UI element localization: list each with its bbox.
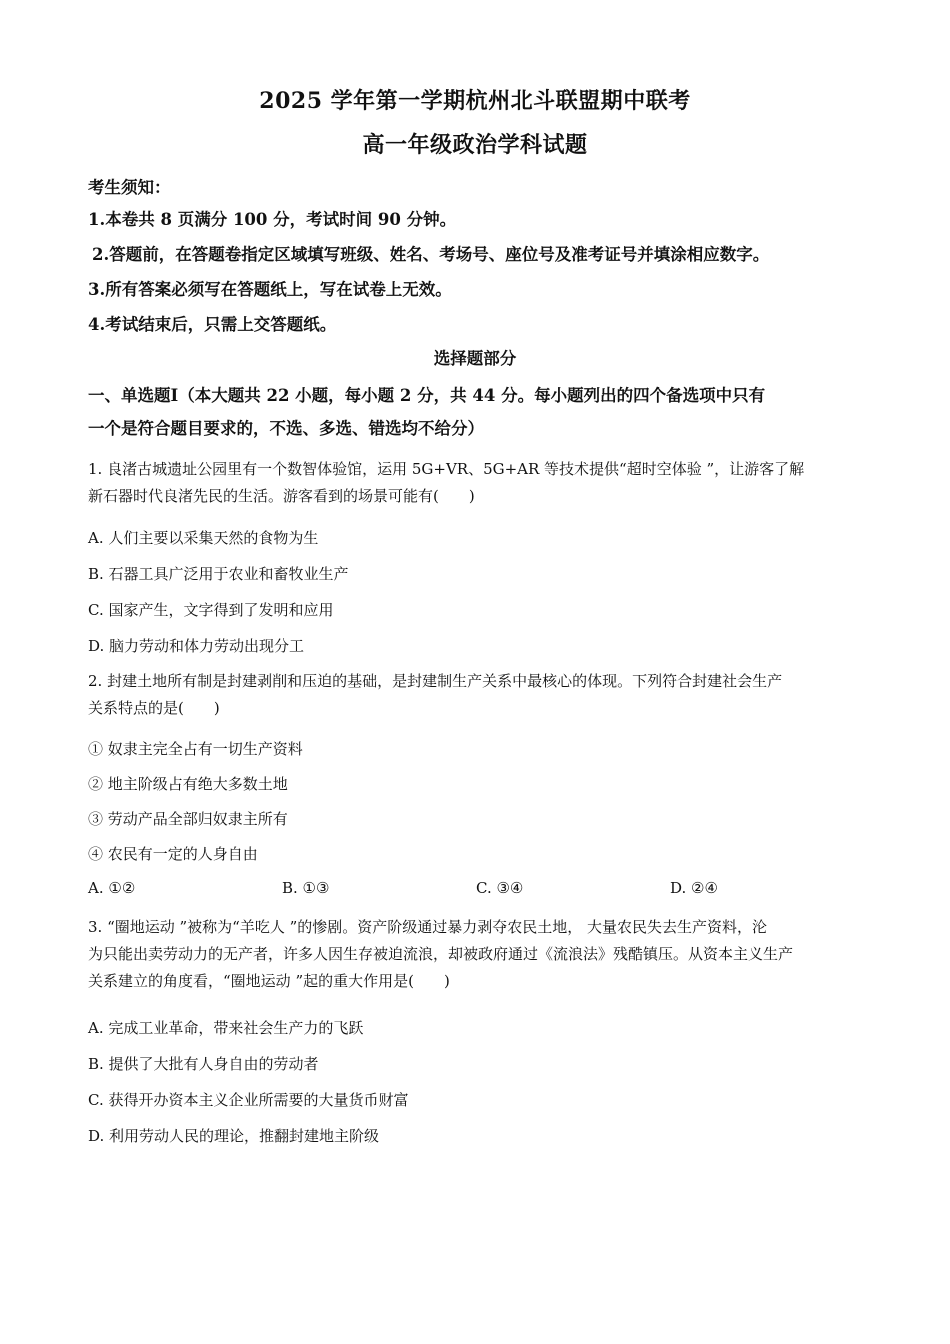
part-instructions-line-1: 一、单选题Ⅰ（本大题共 22 小题，每小题 2 分，共 44 分。每小题列出的四个备选项中只有 — [88, 386, 766, 405]
notice-item-1: 1.本卷共 8 页满分 100 分，考试时间 90 分钟。 — [88, 210, 457, 229]
notice-heading: 考生须知： — [88, 178, 171, 197]
question-2-statement-1: ① 奴隶主完全占有一切生产资料 — [88, 740, 303, 758]
question-1-stem-line-1: 1. 良渚古城遗址公园里有一个数智体验馆，运用 5G+VR、5G+AR 等技术提供“超时空体验 ”，让游客了解 — [88, 460, 805, 478]
question-1-option-d: D. 脑力劳动和体力劳动出现分工 — [88, 637, 305, 655]
question-2-statement-2: ② 地主阶级占有绝大多数土地 — [88, 775, 288, 793]
question-1-stem — [88, 456, 868, 510]
part-instructions-line-2: 一个是符合题目要求的，不选、多选、错选均不给分） — [88, 419, 484, 438]
question-2-option-b: B. ①③ — [282, 879, 330, 897]
question-2-stem-line-1: 2. 封建土地所有制是封建剥削和压迫的基础，是封建制生产关系中最核心的体现。下列符合封建社会生产 — [88, 672, 783, 690]
question-1-stem-line-2: 新石器时代良渚先民的生活。游客看到的场景可能有( ) — [88, 487, 475, 505]
question-3-option-c: C. 获得开办资本主义企业所需要的大量货币财富 — [88, 1091, 409, 1109]
section-title: 选择题部分 — [433, 349, 517, 368]
question-2-statement-3: ③ 劳动产品全部归奴隶主所有 — [88, 810, 288, 828]
question-1-option-a: A. 人们主要以采集天然的食物为生 — [88, 529, 319, 547]
question-3-stem-line-1: 3. “圈地运动 ”被称为“羊吃人 ”的惨剧。资产阶级通过暴力剥夺农民土地， 大量农民失去生产资料，沦 — [88, 918, 768, 936]
question-2-option-c: C. ③④ — [476, 879, 524, 897]
question-2-option-d: D. ②④ — [670, 879, 718, 897]
question-3-option-b: B. 提供了大批有人身自由的劳动者 — [88, 1055, 319, 1073]
question-3-stem-line-3: 关系建立的角度看，“圈地运动 ”起的重大作用是( ) — [88, 972, 450, 990]
question-2-statement-4: ④ 农民有一定的人身自由 — [88, 845, 258, 863]
question-1-option-c: C. 国家产生，文字得到了发明和应用 — [88, 601, 334, 619]
question-3-option-d: D. 利用劳动人民的理论，推翻封建地主阶级 — [88, 1127, 380, 1145]
exam-subtitle: 高一年级政治学科试题 — [362, 132, 588, 158]
notice-item-2: 2.答题前，在答题卷指定区域填写班级、姓名、考场号、座位号及准考证号并填涂相应数字。 — [92, 245, 770, 264]
exam-title: 2025 学年第一学期杭州北斗联盟期中联考 — [259, 88, 691, 114]
question-2-option-a: A. ①② — [88, 879, 136, 897]
notice-item-3: 3.所有答案必须写在答题纸上，写在试卷上无效。 — [88, 280, 452, 299]
question-3-option-a: A. 完成工业革命，带来社会生产力的飞跃 — [88, 1019, 364, 1037]
question-2-stem-line-2: 关系特点的是( ) — [88, 699, 220, 717]
question-2-stem — [88, 668, 868, 722]
question-3-stem — [88, 914, 868, 995]
question-1-option-b: B. 石器工具广泛用于农业和畜牧业生产 — [88, 565, 349, 583]
question-3-stem-line-2: 为只能出卖劳动力的无产者，许多人因生存被迫流浪，却被政府通过《流浪法》残酷镇压。从资本主义生产 — [88, 945, 794, 963]
notice-item-4: 4.考试结束后，只需上交答题纸。 — [88, 315, 337, 334]
